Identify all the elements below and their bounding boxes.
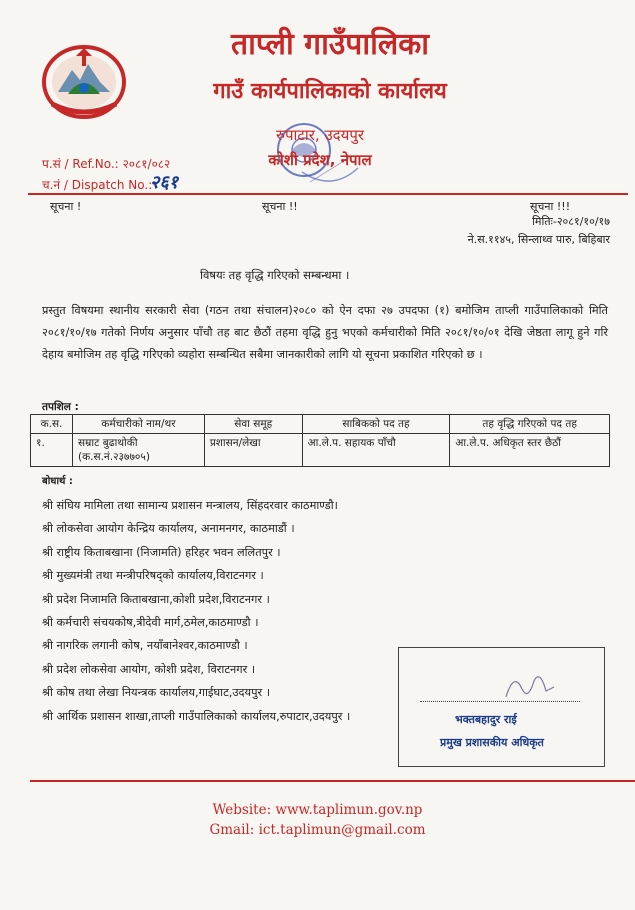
table-row xyxy=(31,434,610,467)
notice-body: प्रस्तुत विषयमा स्थानीय सरकारी सेवा (गठन तथा संचालन)२०८० को ऐन दफा २७ उपदफा (१) बमोजिम ताप्ली गाउँपालिकाको मिति २०८१/१०/१७ गतेको निर्णय अनुसार पाँचौ तह बाट छैठौं तहमा वृद्धि हुनु भएको कर्मचारीको मिति २०८१/१०/०१ देखि जेष्ठता लागू हुने गरि देहाय बमोजिम तह वृद्धि गरिएको व्यहोरा सम्बन्धित सबैमा जानकारीको लागि यो सूचना प्रकाशित गरिएको छ । xyxy=(42,304,608,361)
dispatch-number-label: च.नं / Dispatch No.: xyxy=(42,178,153,192)
col-header-promoted: तह वृद्धि गरिएको पद तह xyxy=(450,415,610,434)
list-item: श्री नागरिक लगानी कोष, नयाँबानेश्वर,काठमाण्डौ । xyxy=(42,639,248,653)
cc-label: बोधार्थ : xyxy=(42,476,73,487)
col-header-name: कर्मचारीको नाम/थर xyxy=(72,415,204,434)
footer-website: Website: www.taplimun.gov.np xyxy=(212,802,423,818)
notice-heading-center: सूचना !! xyxy=(262,200,298,213)
list-item: श्री लोकसेवा आयोग केन्द्रिय कार्यालय, अनामनगर, काठमाडौं । xyxy=(42,522,295,536)
col-header-previous: साबिकको पद तह xyxy=(302,415,450,434)
details-label: तपशिल : xyxy=(42,401,79,413)
employee-name: सम्राट बुढाथोकी xyxy=(77,437,138,449)
cell-name xyxy=(72,434,204,467)
cell-promoted: आ.ले.प. अधिकृत स्तर छैठौं xyxy=(450,434,610,467)
footer-gmail: Gmail: ict.taplimun@gmail.com xyxy=(209,822,426,838)
footer xyxy=(0,800,635,840)
ref-value: २०८१/०८२ xyxy=(122,157,171,171)
signatory-title: प्रमुख प्रशासकीय अधिकृत xyxy=(440,736,544,749)
list-item: श्री मुख्यमंत्री तथा मन्त्रीपरिषद्को कार्यालय,विराटनगर । xyxy=(42,569,264,583)
notice-heading-right: सूचना !!! xyxy=(530,200,571,213)
list-item: श्री प्रदेश लोकसेवा आयोग, कोशी प्रदेश, विराटनगर । xyxy=(42,662,256,676)
list-item: श्री आर्थिक प्रशासन शाखा,ताप्ली गाउँपालिकाको कार्यालय,रुपाटार,उदयपुर । xyxy=(42,709,351,723)
cell-service: प्रशासन/लेखा xyxy=(204,434,302,467)
cell-previous: आ.ले.प. सहायक पाँचौ xyxy=(302,434,450,467)
header-divider xyxy=(28,193,628,195)
subject-line: विषयः तह वृद्धि गरिएको सम्बन्धमा । xyxy=(200,268,350,282)
cell-sn: १. xyxy=(31,434,73,467)
footer-divider xyxy=(30,780,635,782)
ref-label: प.सं / Ref.No.: xyxy=(42,157,119,171)
list-item: श्री संघिय मामिला तथा सामान्य प्रशासन मन्त्रालय, सिंहदरवार काठमाण्डौ। xyxy=(42,499,338,512)
col-header-sn: क.स. xyxy=(31,415,73,434)
office-subtitle: गाउँ कार्यपालिकाको कार्यालय xyxy=(213,79,447,104)
office-name: ताप्ली गाउँपालिका xyxy=(230,27,430,62)
cc-list xyxy=(42,494,350,728)
nepal-emblem-icon xyxy=(38,42,130,122)
signatory-name: भक्तबहादुर राई xyxy=(455,713,517,726)
list-item: श्री राष्ट्रीय किताबखाना (निजामति) हरिहर भवन ललितपुर । xyxy=(42,545,281,559)
notice-date: मितिः-२०८१/१०/१७ xyxy=(532,215,610,228)
office-address-line1: रुपाटार, उदयपुर xyxy=(275,126,365,144)
list-item: श्री कोष तथा लेखा नियन्त्रक कार्यालय,गाईघाट,उदयपुर । xyxy=(42,686,271,700)
col-header-service: सेवा समूह xyxy=(204,415,302,434)
list-item: श्री प्रदेश निजामति किताबखाना,कोशी प्रदेश,विराटनगर । xyxy=(42,592,270,606)
details-table xyxy=(30,414,610,467)
signature-line xyxy=(420,701,580,702)
nepal-era-date: ने.स.११४५, सिन्लाथ्व पारु, बिहिबार xyxy=(467,233,610,246)
notice-heading-left: सूचना ! xyxy=(50,200,82,213)
table-header-row xyxy=(31,415,610,434)
employee-id: (क.स.नं.२३७७०५) xyxy=(77,451,150,463)
office-address-line2: कोशी प्रदेश, नेपाल xyxy=(268,151,372,169)
dispatch-number-value: २६१ xyxy=(150,172,179,193)
list-item: श्री कर्मचारी संचयकोष,त्रीदेवी मार्ग,ठमेल,काठमाण्डौ । xyxy=(42,616,259,630)
